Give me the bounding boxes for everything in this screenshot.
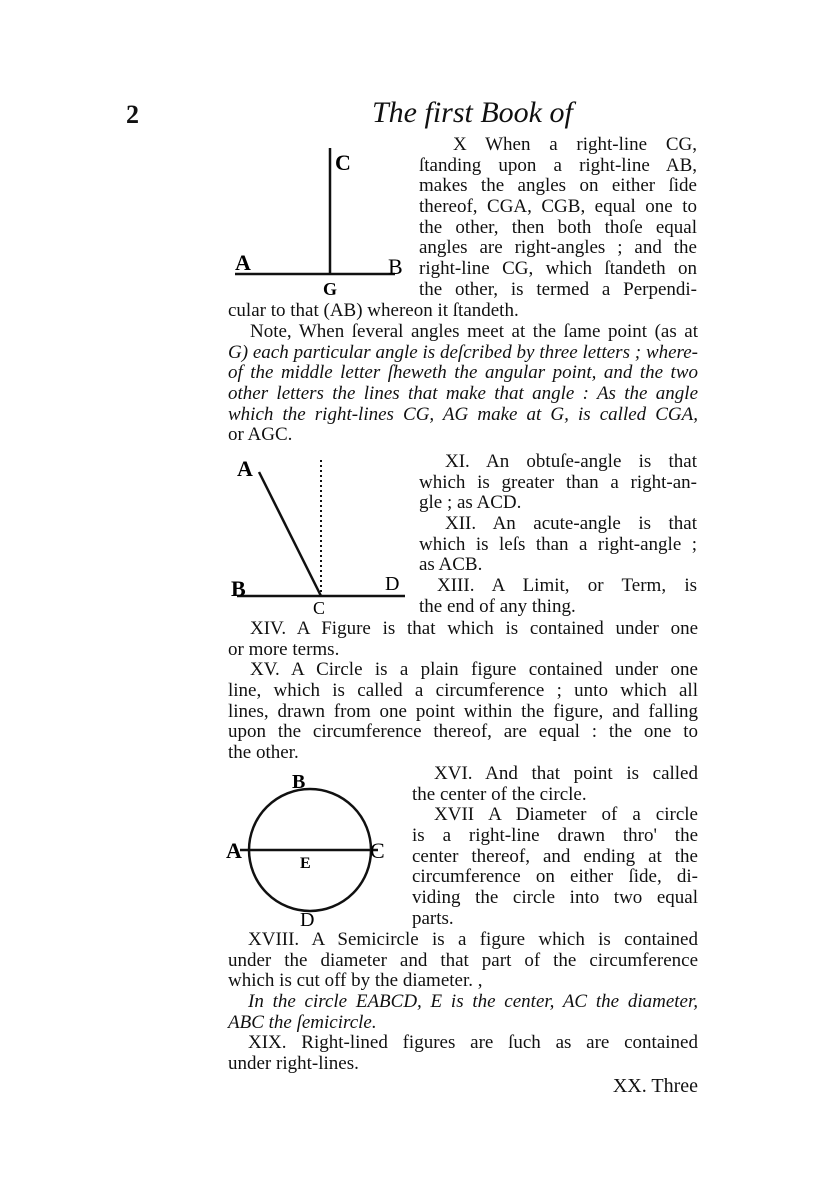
label-b: B [292, 771, 306, 793]
text-line: which is leſs than a right-angle ; [419, 533, 697, 555]
text-line: upon the circumference thereof, are equal : the one to [228, 721, 698, 743]
text-line: ABC the ſemicircle. [228, 1011, 377, 1033]
text-line: or AGC. [228, 424, 293, 446]
label-a: A [237, 456, 253, 481]
text-line: X When a right-line CG, [453, 134, 697, 155]
text-line: XIX. Right-lined figures are ſuch as are contained [248, 1032, 698, 1054]
text-line: XV. A Circle is a plain figure contained under one [250, 659, 698, 681]
text-line: is a right-line drawn thro' the [412, 825, 698, 847]
text-line: gle ; as ACD. [419, 492, 522, 514]
text-line: XVIII. A Semicircle is a figure which is contained [248, 929, 698, 950]
definition-x-continuation [228, 301, 698, 322]
text-line: XIII. A Limit, or Term, is [437, 575, 697, 597]
label-c: C [335, 150, 351, 175]
text-line: In the circle EABCD, E is the center, AC the diameter, [248, 991, 698, 1013]
text-line: right-line CG, which ſtandeth on [419, 258, 697, 280]
text-line: or more terms. [228, 638, 340, 660]
text-line: XII. An acute-angle is that [445, 513, 697, 535]
label-b: B [388, 254, 403, 279]
figure-angles [225, 450, 415, 620]
definitions-xi-xiii [419, 452, 697, 618]
definitions-xvi-xvii [412, 764, 698, 930]
label-c: C [313, 598, 326, 618]
text-line: of the middle letter ſheweth the angular point, and the two [228, 362, 698, 384]
text-line: which is greater than a right-an- [419, 471, 697, 493]
text-line: cular to that (AB) whereon it ſtandeth. [228, 300, 519, 321]
text-line: which the right-lines CG, AG make at G, is called CGA, [228, 403, 698, 425]
definitions-xviii-xix [228, 930, 698, 1075]
text-line: center thereof, and ending at the [412, 845, 698, 867]
text-line: Note, When ſeveral angles meet at the ſame point (as at [250, 321, 698, 342]
text-line: the center of the circle. [412, 783, 587, 805]
label-d: D [385, 573, 400, 595]
text-line: thereof, CGA, CGB, equal one to [419, 196, 697, 218]
text-line: viding the circle into two equal [412, 887, 698, 909]
label-b: B [231, 576, 246, 601]
text-line: G) each particular angle is deſcribed by three letters ; where- [228, 341, 698, 363]
text-line: XIV. A Figure is that which is contained under one [250, 618, 698, 639]
text-line: XVII A Diameter of a circle [434, 804, 698, 826]
text-line: as ACB. [419, 554, 483, 576]
text-line: line, which is called a circumference ; unto which all [228, 680, 698, 702]
text-line: the other. [228, 742, 299, 764]
text-line: the end of any thing. [419, 595, 576, 617]
label-a: A [226, 838, 242, 863]
text-line: makes the angles on either ſide [419, 175, 697, 197]
text-line: circumference on either ſide, di- [412, 866, 698, 888]
label-a: A [235, 250, 251, 275]
text-line: angles are right-angles ; and the [419, 237, 697, 259]
definitions-xiv-xv [228, 619, 698, 764]
figure-perpendicular [225, 138, 425, 298]
text-line: which is cut off by the diameter. , [228, 970, 483, 992]
line-ca [259, 472, 321, 596]
text-line: XI. An obtuſe-angle is that [445, 451, 697, 472]
text-line: under the diameter and that part of the circumference [228, 949, 698, 971]
label-c: C [370, 838, 385, 863]
figure-circle [222, 770, 412, 930]
label-g: G [323, 279, 338, 298]
note-paragraph [228, 322, 698, 446]
running-head: The first Book of [372, 96, 573, 129]
text-line: under right-lines. [228, 1053, 359, 1075]
catchword: XX. Three [612, 1075, 698, 1097]
text-line: the other, is termed a Perpendi- [419, 278, 697, 300]
text-line: ſtanding upon a right-line AB, [419, 154, 697, 176]
text-line: parts. [412, 907, 454, 929]
text-line: lines, drawn from one point within the figure, and falling [228, 700, 698, 722]
definition-x-block [419, 135, 697, 301]
text-line: other letters the lines that make that angle : As the angle [228, 383, 698, 405]
text-line: the other, then both thoſe equal [419, 216, 697, 238]
label-e: E [300, 855, 311, 872]
text-line: XVI. And that point is called [434, 763, 698, 784]
label-d: D [300, 909, 315, 930]
page-number: 2 [126, 100, 139, 129]
